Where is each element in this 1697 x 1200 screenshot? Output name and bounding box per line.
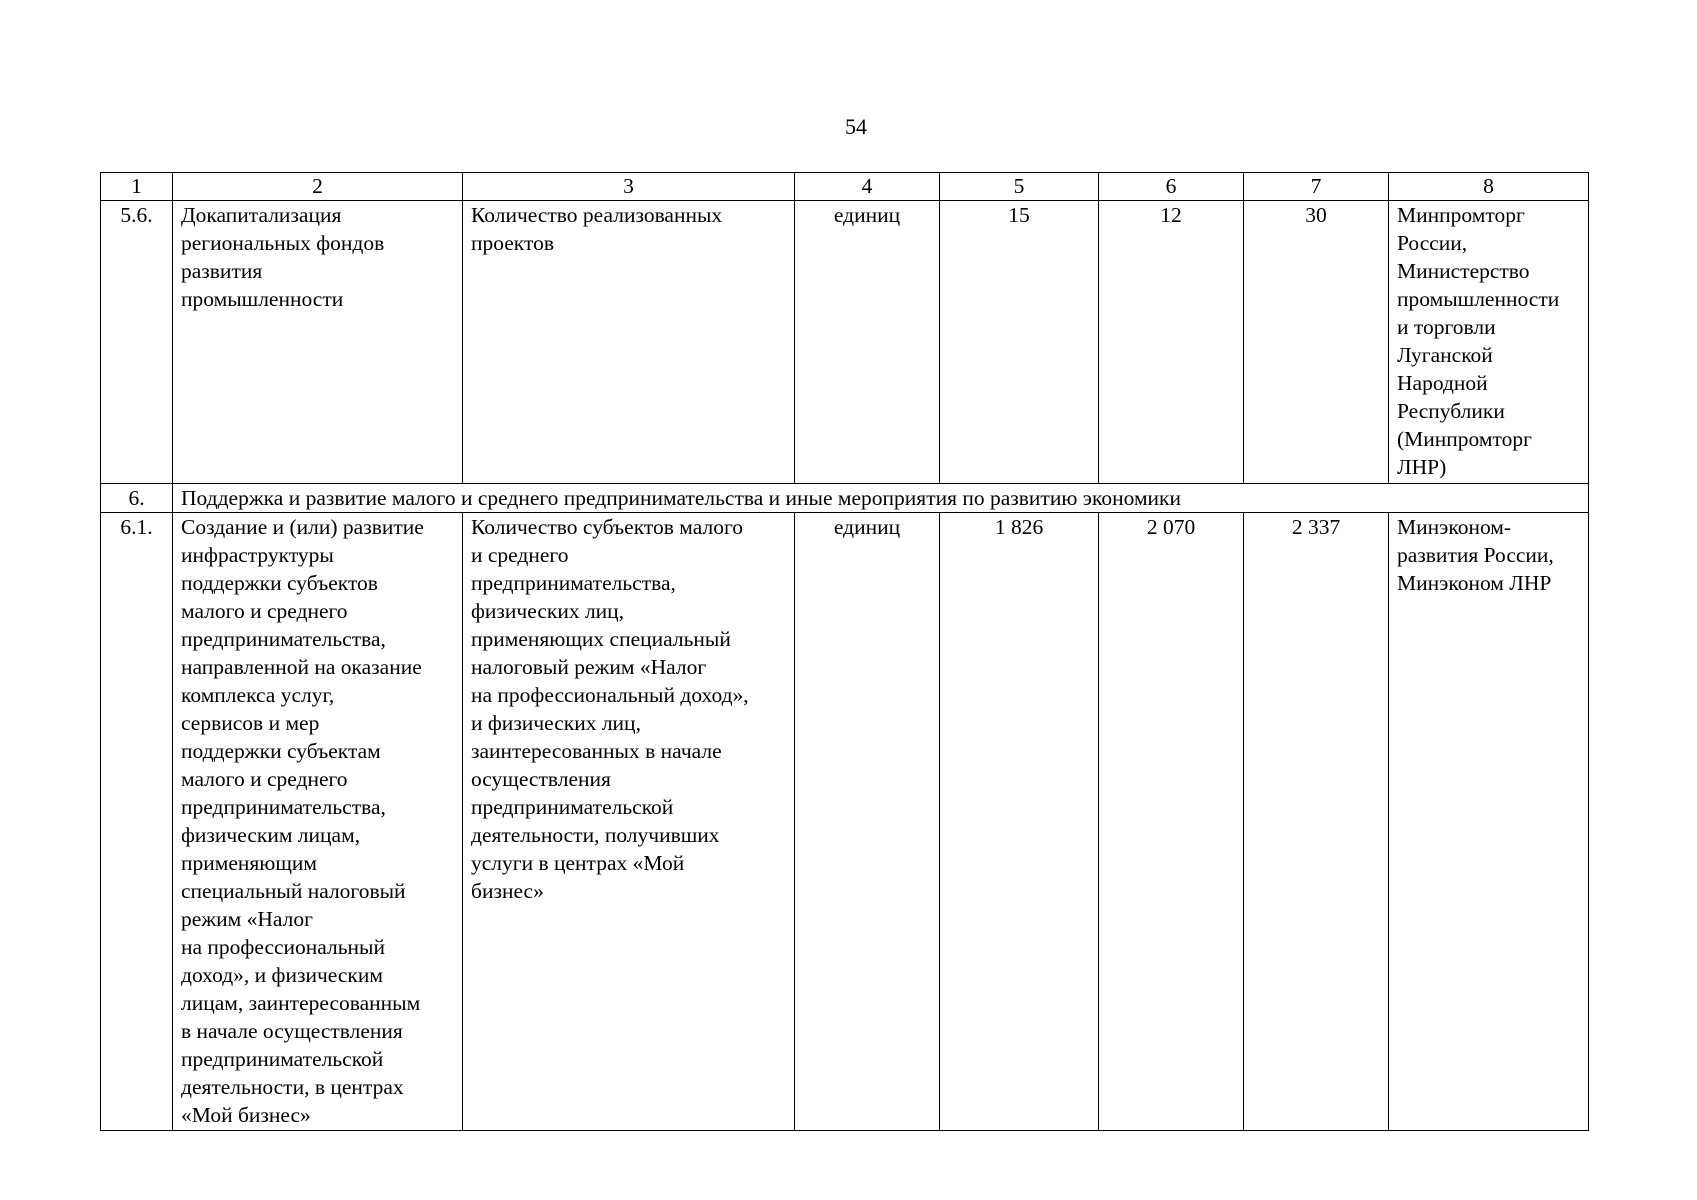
event-text: Докапитализация региональных фондов развития промышленности — [181, 203, 385, 311]
value-col6: 2 070 — [1099, 513, 1244, 1131]
data-table — [100, 172, 1589, 1131]
header-cell-3: 3 — [463, 173, 795, 201]
section-title: Поддержка и развитие малого и среднего предпринимательства и иные мероприятия по развитию экономики — [173, 484, 1589, 513]
responsible-cell — [1389, 201, 1589, 484]
table-row — [101, 201, 1589, 484]
header-cell-2: 2 — [173, 173, 463, 201]
value-col6: 12 — [1099, 201, 1244, 484]
indicator-text: Количество субъектов малого и среднего предпринимательства, физических лиц, применяющих специальный налоговый режим «Налог на профессиональный доход», и физических лиц, заинтересованных в начале осуществления предпринимательской деятельности, получивших услуги в центрах «Мой бизнес» — [471, 515, 749, 903]
value-col5: 15 — [940, 201, 1099, 484]
section-row — [101, 484, 1589, 513]
header-cell-6: 6 — [1099, 173, 1244, 201]
event-cell — [173, 201, 463, 484]
header-cell-4: 4 — [795, 173, 940, 201]
header-cell-8: 8 — [1389, 173, 1589, 201]
table-header-row — [101, 173, 1589, 201]
page-number: 54 — [845, 114, 867, 139]
indicator-text: Количество реализованных проектов — [471, 203, 723, 255]
row-number: 5.6. — [101, 201, 173, 484]
responsible-text: Минэконом- развития России, Минэконом ЛНР — [1397, 515, 1554, 595]
table-row — [101, 513, 1589, 1131]
value-col7: 30 — [1244, 201, 1389, 484]
unit-cell: единиц — [795, 513, 940, 1131]
value-col5: 1 826 — [940, 513, 1099, 1131]
indicator-cell — [463, 201, 795, 484]
event-text: Создание и (или) развитие инфраструктуры поддержки субъектов малого и среднего предпринимательства, направленной на оказание комплекса услуг, сервисов и мер поддержки субъектам малого и среднего предпринимательства, физическим лицам, применяющим специальный налоговый режим «Налог на профессиональный доход», и физическим лицам, заинтересованным в начале осуществления предпринимательской деятельности, в центрах «Мой бизнес» — [181, 515, 424, 1127]
responsible-text: Минпромторг России, Министерство промышленности и торговли Луганской Народной Республики (Минпромторг ЛНР) — [1397, 203, 1560, 479]
row-number: 6.1. — [101, 513, 173, 1131]
header-cell-1: 1 — [101, 173, 173, 201]
header-cell-5: 5 — [940, 173, 1099, 201]
indicator-cell — [463, 513, 795, 1131]
section-number: 6. — [101, 484, 173, 513]
event-cell — [173, 513, 463, 1131]
header-cell-7: 7 — [1244, 173, 1389, 201]
responsible-cell — [1389, 513, 1589, 1131]
value-col7: 2 337 — [1244, 513, 1389, 1131]
unit-cell: единиц — [795, 201, 940, 484]
